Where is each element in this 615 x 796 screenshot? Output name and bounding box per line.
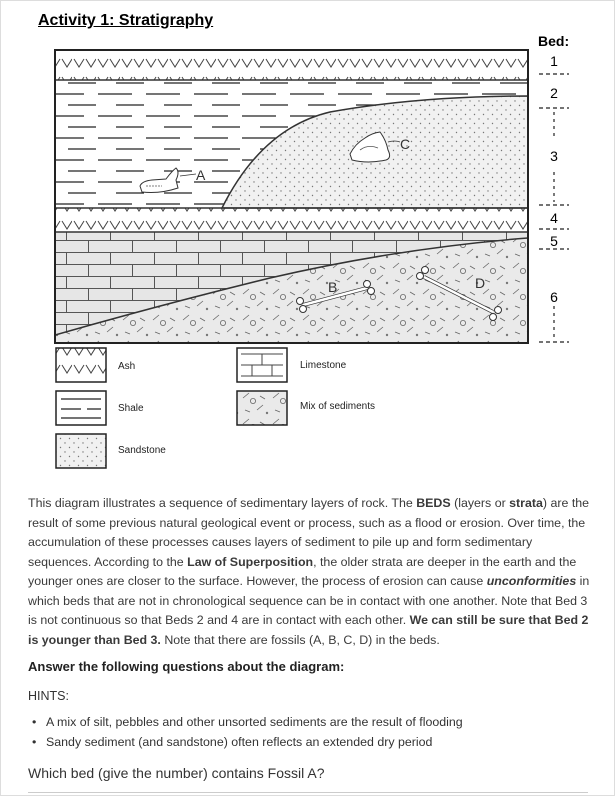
legend-sandstone-swatch bbox=[56, 434, 106, 468]
para-unconformities-term: unconformities bbox=[486, 574, 577, 588]
bed-1-ash bbox=[55, 50, 528, 80]
para-beds-term: BEDS bbox=[416, 496, 451, 510]
fossil-d-label: D bbox=[475, 275, 486, 291]
legend-limestone-label: Limestone bbox=[300, 360, 347, 371]
question-text: Which bed (give the number) contains Fossil A? bbox=[28, 765, 325, 781]
hint-item: • Sandy sediment (and sandstone) often reflects an extended dry period bbox=[28, 735, 463, 755]
bed-number-3: 3 bbox=[550, 148, 558, 164]
para-emphasis: We can still be sure that Bed 2 is younger than Bed 3. bbox=[28, 613, 589, 647]
questions-heading: Answer the following questions about the diagram: bbox=[28, 659, 345, 674]
bed-number-6: 6 bbox=[550, 289, 558, 305]
bed-number-4: 4 bbox=[550, 210, 558, 226]
fossil-c-label: C bbox=[400, 136, 411, 152]
bed-number-1: 1 bbox=[550, 53, 558, 69]
para-text-2: (layers or bbox=[450, 496, 510, 510]
legend-sandstone-label: Sandstone bbox=[118, 445, 166, 456]
fossil-b-label: B bbox=[328, 279, 338, 295]
legend-ash-label: Ash bbox=[118, 361, 136, 372]
activity-title: Activity 1: Stratigraphy bbox=[38, 12, 214, 29]
para-text-5: in which beds that are not in chronological sequence can be in contact with one another. Note that Bed 3 is not continuous so that Beds 2 and 4 are in contact with each other. bbox=[28, 574, 590, 627]
hint-item: • A mix of silt, pebbles and other unsorted sediments are the result of flooding bbox=[28, 715, 463, 735]
para-law-term: Law of Superposition bbox=[187, 554, 314, 569]
legend-mix-label: Mix of sediments bbox=[300, 401, 376, 412]
bed-4-ash bbox=[55, 208, 528, 232]
bed-column-header: Bed: bbox=[538, 33, 570, 49]
bed-number-2: 2 bbox=[550, 85, 558, 101]
fossil-a-label: A bbox=[196, 167, 206, 183]
para-text-1: This diagram illustrates a sequence of sedimentary layers of rock. The bbox=[28, 496, 417, 510]
hint-list bbox=[28, 715, 463, 755]
answer-divider bbox=[28, 792, 588, 793]
legend-ash-swatch bbox=[56, 348, 106, 382]
para-strata-term: strata bbox=[509, 496, 543, 510]
description-paragraph bbox=[28, 494, 596, 650]
para-text-3: ) are the result of some previous natural geological event or process, such as a flood or erosion. Over time, the accumulation of these processes causes layers of sediment to pile up and form sedimentary sequences. According to the bbox=[28, 496, 590, 569]
bed-number-5: 5 bbox=[550, 233, 558, 249]
legend-mix-swatch bbox=[237, 391, 287, 425]
hints-label: HINTS: bbox=[28, 689, 69, 703]
legend-shale-swatch bbox=[56, 391, 106, 425]
para-text-6: Note that there are fossils (A, B, C, D) in the beds. bbox=[160, 632, 440, 647]
legend-shale-label: Shale bbox=[118, 403, 144, 414]
para-text-4: , the older strata are deeper in the earth and the younger ones are closer to the surface. However, the process of erosion can cause bbox=[28, 554, 577, 588]
